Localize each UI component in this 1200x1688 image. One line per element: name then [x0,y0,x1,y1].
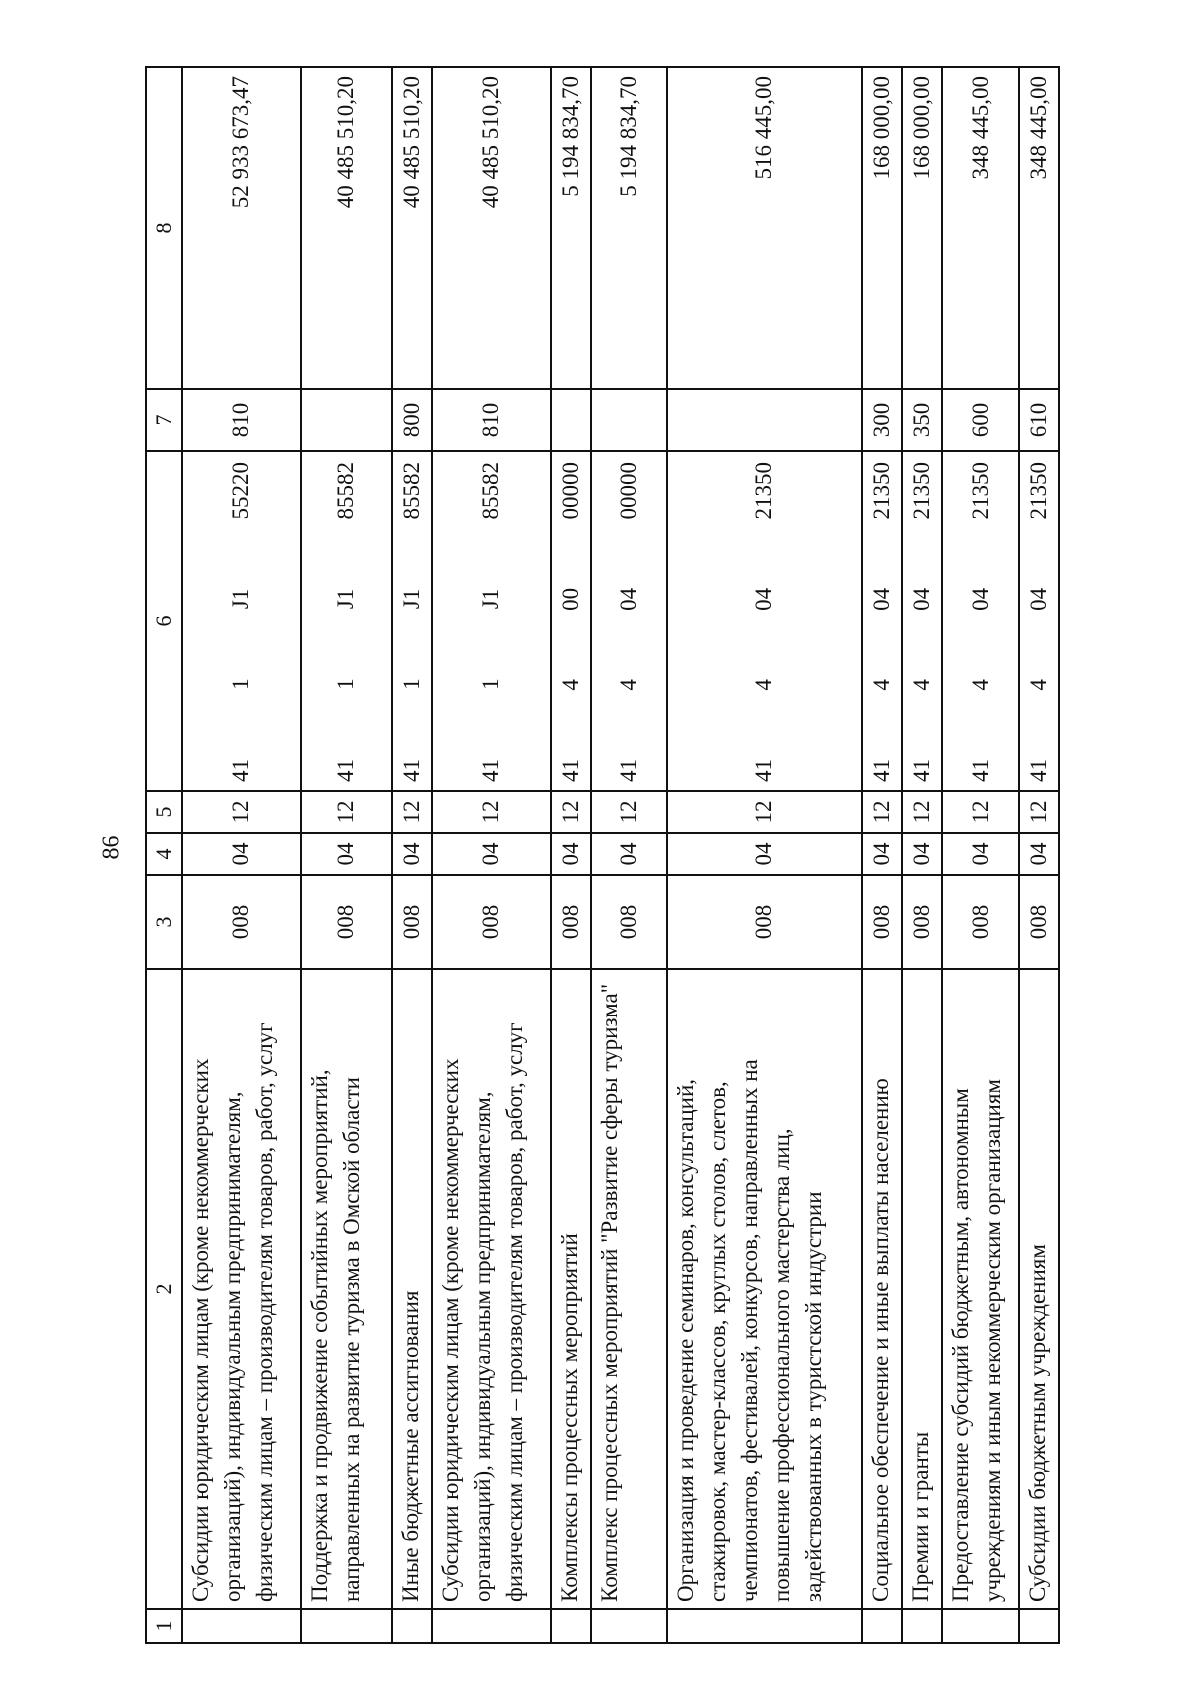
target-article-part: 4 [751,679,777,691]
ministry-code-cell: 008 [182,875,301,969]
target-article-parts [866,452,898,790]
target-article-cell [902,451,942,791]
amount-cell: 40 485 510,20 [432,67,551,389]
row-number-cell [862,1609,902,1643]
target-article-part: 85582 [333,462,359,520]
amount-cell: 40 485 510,20 [392,67,432,389]
target-article-part: 04 [615,587,641,611]
header-col-3: 3 [146,875,182,969]
section-code-cell: 04 [667,833,862,875]
target-article-parts [555,452,587,790]
target-article-cell [392,451,432,791]
target-article-part: 41 [909,759,935,782]
subsection-code-cell: 12 [551,791,591,833]
row-name-cell: Комплексы процессных мероприятий [551,969,591,1609]
target-article-cell [862,451,902,791]
subsection-code-cell: 12 [591,791,667,833]
target-article-part: 1 [333,678,359,690]
table-row [301,67,392,1643]
target-article-part: 41 [1025,759,1051,782]
target-article-parts [613,452,645,790]
target-article-part: 41 [228,759,254,782]
subsection-code-cell: 12 [301,791,392,833]
ministry-code-cell: 008 [1019,875,1059,969]
target-article-cell [432,451,551,791]
subsection-code-cell: 12 [862,791,902,833]
ministry-code-cell: 008 [667,875,862,969]
rotated-table-container [145,68,1060,1644]
target-article-parts [1023,452,1055,790]
target-article-part: 1 [228,678,254,690]
target-article-part: 4 [909,679,935,691]
section-code-cell: 04 [902,833,942,875]
table-row [432,67,551,1643]
expense-type-cell: 350 [902,389,942,451]
target-article-part: J1 [478,588,504,610]
table-row [942,67,1018,1643]
target-article-part: 4 [1025,679,1051,691]
target-article-part: 00 [557,587,583,611]
ministry-code-cell: 008 [551,875,591,969]
section-code-cell: 04 [182,833,301,875]
target-article-part: 04 [967,587,993,611]
target-article-cell [301,451,392,791]
table-row [667,67,862,1643]
expense-type-cell: 610 [1019,389,1059,451]
target-article-part: 4 [967,679,993,691]
target-article-part: 00000 [615,462,641,520]
table-row [392,67,432,1643]
target-article-cell [182,451,301,791]
target-article-parts [225,452,257,790]
target-article-parts [965,452,997,790]
ministry-code-cell: 008 [902,875,942,969]
target-article-part: 21350 [869,462,895,520]
row-number-cell [392,1609,432,1643]
page-number: 86 [98,835,125,860]
target-article-part: 21350 [967,462,993,520]
target-article-part: 1 [398,678,424,690]
section-code-cell: 04 [942,833,1018,875]
table-row [862,67,902,1643]
amount-cell: 40 485 510,20 [301,67,392,389]
table-row [1019,67,1059,1643]
header-col-1: 1 [146,1609,182,1643]
target-article-cell [591,451,667,791]
row-name-cell: Субсидии юридическим лицам (кроме некоммерческих организаций), индивидуальным предпринимателям, физическим лицам – производителям товаров, работ, услуг [432,969,551,1609]
section-code-cell: 04 [862,833,902,875]
amount-cell: 348 445,00 [942,67,1018,389]
ministry-code-cell: 008 [942,875,1018,969]
target-article-cell [667,451,862,791]
target-article-part: J1 [398,588,424,610]
target-article-cell [942,451,1018,791]
amount-cell: 168 000,00 [862,67,902,389]
target-article-part: J1 [228,588,254,610]
target-article-parts [330,452,362,790]
target-article-part: 41 [478,759,504,782]
header-col-7: 7 [146,389,182,451]
row-number-cell [432,1609,551,1643]
target-article-part: 41 [751,759,777,782]
row-name-cell: Субсидии бюджетным учреждениям [1019,969,1059,1609]
target-article-part: 4 [869,679,895,691]
target-article-part: J1 [333,588,359,610]
subsection-code-cell: 12 [182,791,301,833]
target-article-part: 04 [869,587,895,611]
target-article-parts [475,452,507,790]
subsection-code-cell: 12 [667,791,862,833]
target-article-part: 04 [1025,587,1051,611]
expense-type-cell [667,389,862,451]
header-col-8: 8 [146,67,182,389]
header-col-5: 5 [146,791,182,833]
section-code-cell: 04 [392,833,432,875]
amount-cell: 5 194 834,70 [551,67,591,389]
expense-type-cell: 600 [942,389,1018,451]
target-article-part: 04 [751,587,777,611]
target-article-part: 85582 [398,462,424,520]
row-name-cell: Социальное обеспечение и иные выплаты населению [862,969,902,1609]
target-article-part: 04 [909,587,935,611]
header-row [146,67,182,1643]
table-row [182,67,301,1643]
expense-type-cell: 810 [182,389,301,451]
target-article-part: 41 [967,759,993,782]
row-name-cell: Предоставление субсидий бюджетным, автономным учреждениям и иным некоммерческим организациям [942,969,1018,1609]
expense-type-cell: 800 [392,389,432,451]
target-article-part: 1 [478,678,504,690]
ministry-code-cell: 008 [432,875,551,969]
target-article-part: 21350 [751,462,777,520]
row-number-cell [591,1609,667,1643]
ministry-code-cell: 008 [392,875,432,969]
section-code-cell: 04 [301,833,392,875]
amount-cell: 168 000,00 [902,67,942,389]
row-number-cell [182,1609,301,1643]
row-name-cell: Поддержка и продвижение событийных мероприятий, направленных на развитие туризма в Омской области [301,969,392,1609]
section-code-cell: 04 [432,833,551,875]
target-article-cell [551,451,591,791]
row-number-cell [301,1609,392,1643]
target-article-parts [906,452,938,790]
target-article-part: 00000 [557,462,583,520]
table-row [591,67,667,1643]
amount-cell: 348 445,00 [1019,67,1059,389]
subsection-code-cell: 12 [902,791,942,833]
expense-type-cell: 810 [432,389,551,451]
row-number-cell [942,1609,1018,1643]
table-row [551,67,591,1643]
row-number-cell [902,1609,942,1643]
target-article-cell [1019,451,1059,791]
target-article-parts [396,452,428,790]
section-code-cell: 04 [1019,833,1059,875]
row-name-cell: Субсидии юридическим лицам (кроме некоммерческих организаций), индивидуальным предпринимателям, физическим лицам – производителям товаров, работ, услуг [182,969,301,1609]
ministry-code-cell: 008 [591,875,667,969]
amount-cell: 516 445,00 [667,67,862,389]
ministry-code-cell: 008 [862,875,902,969]
target-article-part: 41 [333,759,359,782]
row-name-cell: Иные бюджетные ассигнования [392,969,432,1609]
budget-table [145,66,1060,1644]
amount-cell: 52 933 673,47 [182,67,301,389]
amount-cell: 5 194 834,70 [591,67,667,389]
subsection-code-cell: 12 [942,791,1018,833]
expense-type-cell [591,389,667,451]
header-col-2: 2 [146,969,182,1609]
target-article-part: 41 [557,759,583,782]
header-col-4: 4 [146,833,182,875]
target-article-part: 55220 [228,462,254,520]
target-article-part: 41 [398,759,424,782]
expense-type-cell: 300 [862,389,902,451]
target-article-part: 85582 [478,462,504,520]
subsection-code-cell: 12 [1019,791,1059,833]
expense-type-cell [551,389,591,451]
target-article-part: 41 [869,759,895,782]
row-number-cell [1019,1609,1059,1643]
row-number-cell [551,1609,591,1643]
expense-type-cell [301,389,392,451]
target-article-part: 4 [615,679,641,691]
row-name-cell: Комплекс процессных мероприятий "Развитие сферы туризма" [591,969,667,1609]
header-col-6: 6 [146,451,182,791]
target-article-part: 21350 [1025,462,1051,520]
target-article-part: 41 [615,759,641,782]
section-code-cell: 04 [551,833,591,875]
row-number-cell [667,1609,862,1643]
row-name-cell: Премии и гранты [902,969,942,1609]
target-article-parts [748,452,780,790]
subsection-code-cell: 12 [432,791,551,833]
target-article-part: 4 [557,679,583,691]
subsection-code-cell: 12 [392,791,432,833]
row-name-cell: Организация и проведение семинаров, консультаций, стажировок, мастер-классов, круглых столов, слетов, чемпионатов, фестивалей, конкурсов, направленных на повышение профессионального мастерства лиц, задействованных в туристской индустрии [667,969,862,1609]
target-article-part: 21350 [909,462,935,520]
table-row [902,67,942,1643]
ministry-code-cell: 008 [301,875,392,969]
section-code-cell: 04 [591,833,667,875]
